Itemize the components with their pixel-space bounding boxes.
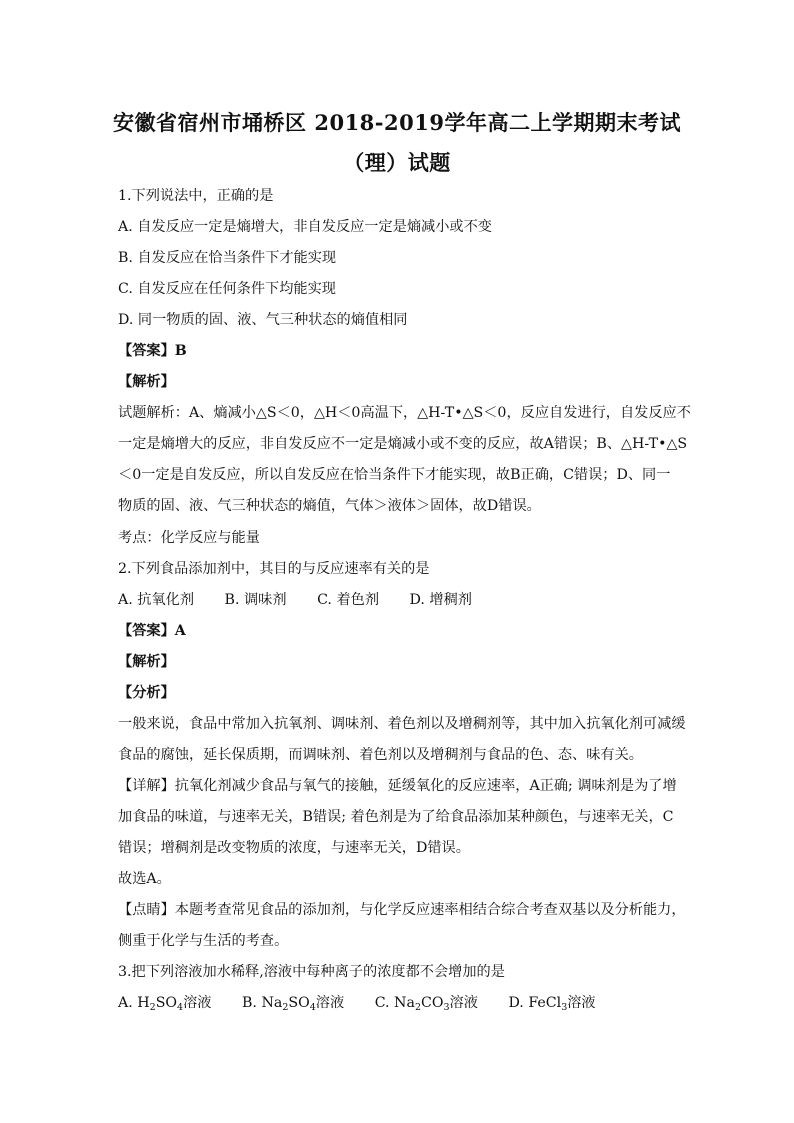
q2-detail-line: 错误；增稠剂是改变物质的浓度，与速率无关，D错误。 [118,840,470,856]
q1-option-c: C. 自发反应在任何条件下均能实现 [118,281,336,297]
q2-analysis-heading: 【解析】 [118,654,175,670]
q1-kaodian: 考点：化学反应与能量 [118,530,260,546]
q3-option-b: B. $Na_2SO_4$溶液 [242,995,345,1013]
q1-answer: 【答案】B [118,343,187,359]
q2-detail-line: 加食品的味道，与速率无关，B错误; 着色剂是为了给食品添加某种颜色，与速率无关，C [118,809,674,825]
q3-options [118,993,622,1013]
q1-option-d: D. 同一物质的固、液、气三种状态的熵值相同 [118,312,408,328]
q1-analysis-heading: 【解析】 [118,374,175,390]
q3-option-c: C. $Na_2CO_3$溶液 [374,995,478,1013]
document-title-line1: 安徽省宿州市埇桥区 2018-2019学年高二上学期期末考试 [113,110,681,135]
q1-option-a: A. 自发反应一定是熵增大，非自发反应一定是熵减小或不变 [118,219,492,235]
q2-option-a: A. 抗氧化剂 [118,592,195,608]
q2-answer: 【答案】A [118,623,186,639]
q3-option-a: A. $H_2SO_4$溶液 [118,995,212,1013]
document-title-line2: （理）试题 [343,150,451,175]
q2-analyze-heading: 【分析】 [118,685,175,701]
q2-analyze-line: 食品的腐蚀，延长保质期，而调味剂、着色剂以及增稠剂与食品的色、态、味有关。 [118,747,643,763]
q2-stem: 2.下列食品添加剂中，其目的与反应速率有关的是 [118,561,430,577]
q2-option-b: B. 调味剂 [224,592,287,608]
q3-stem: 3.把下列溶液加水稀释,溶液中每种离子的浓度都不会增加的是 [118,964,505,980]
q3-option-d: D. FeCl$_3$溶液 [508,995,596,1013]
q2-comment-line: 【点睛】本题考查常见食品的添加剂，与化学反应速率相结合综合考查双基以及分析能力， [118,902,686,918]
q1-analysis-line: 物质的固、液、气三种状态的熵值，气体＞液体＞固体，故D错误。 [118,498,541,514]
q2-options [118,590,498,610]
q2-analyze-line: 一般来说，食品中常加入抗氧剂、调味剂、着色剂以及增稠剂等，其中加入抗氧化剂可减缓 [118,716,686,732]
q2-option-c: C. 着色剂 [317,592,380,608]
q2-option-d: D. 增稠剂 [409,592,472,608]
q2-detail-line: 【详解】抗氧化剂减少食品与氧气的接触，延缓氧化的反应速率，A正确; 调味剂是为了增 [118,778,677,794]
q1-analysis-line: 试题解析：A、熵减小△S＜0，△H＜0高温下，△H-T•△S＜0，反应自发进行，自发反应不 [118,405,691,421]
q2-comment-line: 侧重于化学与生活的考查。 [118,933,289,949]
q1-stem: 1.下列说法中，正确的是 [118,188,274,204]
q1-analysis-line: ＜0一定是自发反应，所以自发反应在恰当条件下才能实现，故B正确，C错误；D、同一 [118,467,671,483]
q1-option-b: B. 自发反应在恰当条件下才能实现 [118,250,337,266]
q2-choice: 故选A。 [118,871,171,887]
q1-analysis-line: 一定是熵增大的反应，非自发反应不一定是熵减小或不变的反应，故A错误；B、△H-T•△S [118,436,688,452]
